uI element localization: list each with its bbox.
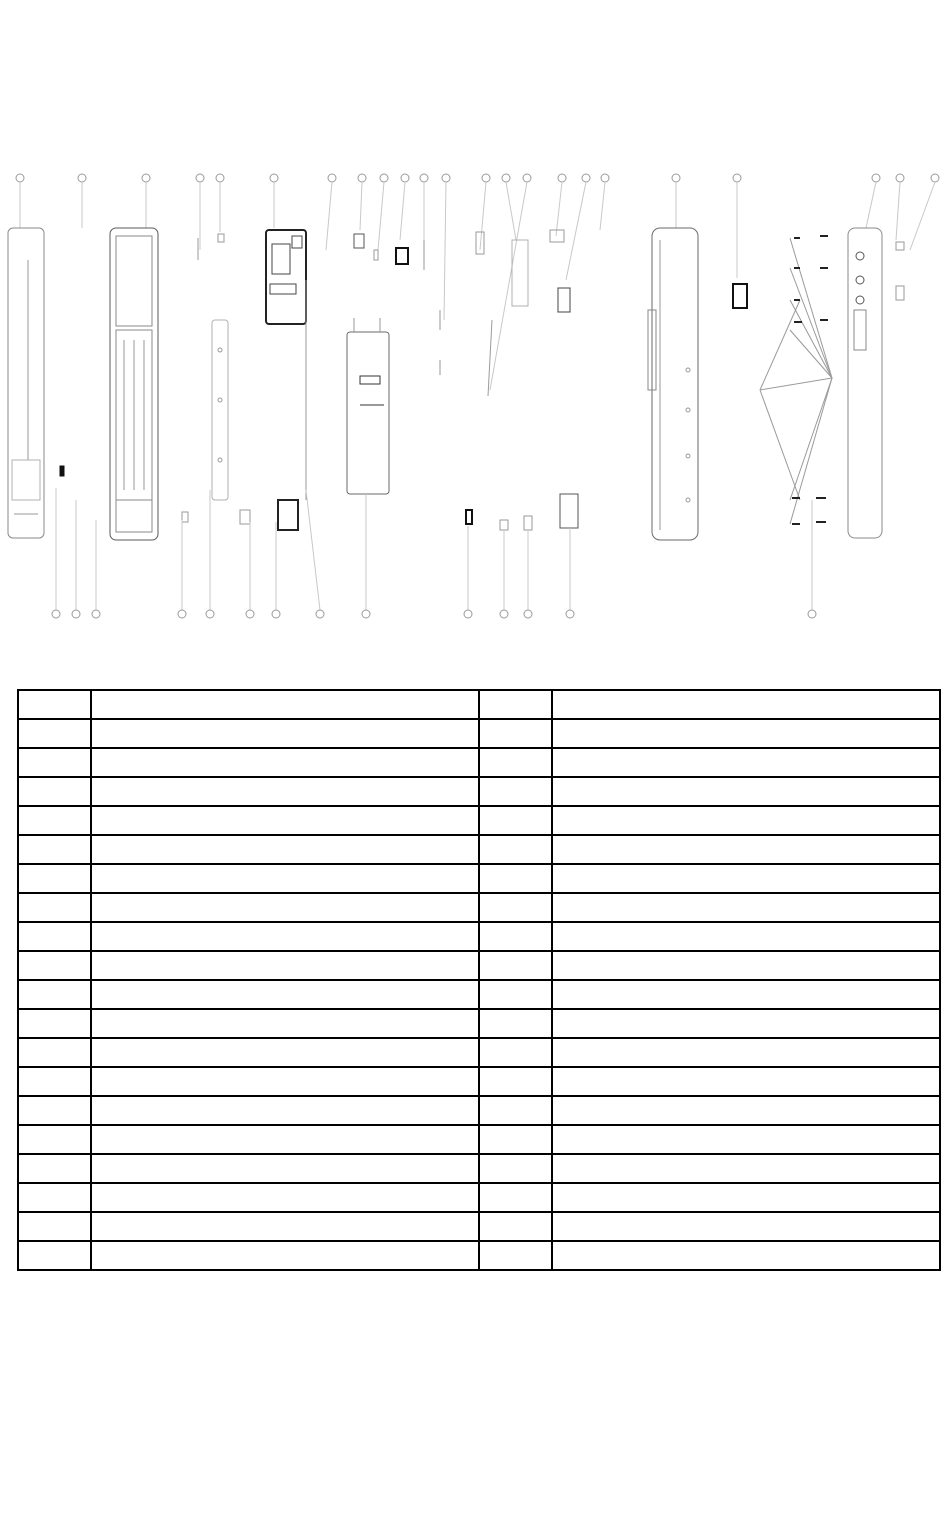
part-number-cell <box>18 1067 91 1096</box>
part-number-cell <box>479 806 552 835</box>
table-row <box>18 835 940 864</box>
part-description-cell <box>91 922 479 951</box>
part-number-cell <box>18 777 91 806</box>
part-screw-set <box>760 236 832 524</box>
part-description-cell <box>552 864 940 893</box>
part-description-cell <box>91 1038 479 1067</box>
part-number-cell <box>18 1212 91 1241</box>
table-row <box>18 1038 940 1067</box>
part-number-cell <box>18 1183 91 1212</box>
part-number-cell <box>18 835 91 864</box>
callout-markers-top <box>16 174 939 182</box>
part-number-cell <box>18 864 91 893</box>
table-row <box>18 893 940 922</box>
part-clips-and-springs <box>440 230 578 530</box>
part-description-cell <box>552 1096 940 1125</box>
table-row <box>18 864 940 893</box>
part-number-cell <box>18 1125 91 1154</box>
part-description-cell <box>552 893 940 922</box>
part-description-cell <box>552 1125 940 1154</box>
part-description-cell <box>552 1154 940 1183</box>
part-number-cell <box>479 690 552 719</box>
part-number-cell <box>18 806 91 835</box>
part-description-cell <box>91 777 479 806</box>
small-dark-part <box>60 466 64 476</box>
part-description-cell <box>552 980 940 1009</box>
part-description-cell <box>91 806 479 835</box>
part-number-cell <box>479 748 552 777</box>
parts-list-table <box>17 689 941 1271</box>
part-number-cell <box>479 835 552 864</box>
part-description-cell <box>91 980 479 1009</box>
part-number-cell <box>479 1009 552 1038</box>
table-row <box>18 1125 940 1154</box>
callout-markers-bottom <box>52 610 816 618</box>
part-number-cell <box>479 777 552 806</box>
table-row <box>18 1154 940 1183</box>
part-description-cell <box>91 1212 479 1241</box>
exploded-view-diagram <box>0 160 950 630</box>
table-row <box>18 748 940 777</box>
part-number-cell <box>18 1241 91 1270</box>
part-number-cell <box>479 1067 552 1096</box>
part-description-cell <box>91 1183 479 1212</box>
part-rear-housing <box>648 228 698 540</box>
part-number-cell <box>479 1183 552 1212</box>
part-description-cell <box>552 951 940 980</box>
part-description-cell <box>91 1241 479 1270</box>
part-main-frame <box>110 228 158 540</box>
part-number-cell <box>18 719 91 748</box>
part-number-cell <box>479 864 552 893</box>
part-description-cell <box>552 690 940 719</box>
part-description-cell <box>552 777 940 806</box>
part-number-cell <box>479 1212 552 1241</box>
part-description-cell <box>552 1038 940 1067</box>
table-row <box>18 1067 940 1096</box>
part-description-cell <box>552 1009 940 1038</box>
part-description-cell <box>91 1009 479 1038</box>
part-number-cell <box>18 690 91 719</box>
part-description-cell <box>91 719 479 748</box>
table-row <box>18 1241 940 1270</box>
part-number-cell <box>479 1038 552 1067</box>
part-description-cell <box>91 835 479 864</box>
part-description-cell <box>552 835 940 864</box>
part-battery <box>347 318 389 494</box>
part-description-cell <box>91 864 479 893</box>
leader-lines-top <box>20 182 935 390</box>
part-number-cell <box>479 1125 552 1154</box>
part-number-cell <box>479 893 552 922</box>
part-number-cell <box>18 893 91 922</box>
part-number-cell <box>479 951 552 980</box>
table-row <box>18 1212 940 1241</box>
table-row <box>18 777 940 806</box>
part-front-cover <box>8 228 44 538</box>
part-number-cell <box>18 922 91 951</box>
leader-lines-bottom <box>56 488 812 610</box>
table-row <box>18 980 940 1009</box>
table-row <box>18 1096 940 1125</box>
part-description-cell <box>552 922 940 951</box>
part-number-cell <box>18 1096 91 1125</box>
part-label <box>733 284 747 308</box>
part-side-cover <box>848 228 904 538</box>
table-row <box>18 719 940 748</box>
part-description-cell <box>552 806 940 835</box>
part-description-cell <box>552 719 940 748</box>
table-row <box>18 922 940 951</box>
part-number-cell <box>479 922 552 951</box>
part-number-cell <box>479 1096 552 1125</box>
part-number-cell <box>18 1009 91 1038</box>
part-description-cell <box>552 748 940 777</box>
part-description-cell <box>552 1212 940 1241</box>
part-description-cell <box>552 1067 940 1096</box>
part-description-cell <box>91 1067 479 1096</box>
part-circuit-board <box>266 230 306 530</box>
part-description-cell <box>552 1241 940 1270</box>
part-description-cell <box>552 1183 940 1212</box>
part-description-cell <box>91 748 479 777</box>
table-row <box>18 951 940 980</box>
part-number-cell <box>18 980 91 1009</box>
part-description-cell <box>91 1154 479 1183</box>
part-number-cell <box>18 1154 91 1183</box>
table-row <box>18 1183 940 1212</box>
table-row <box>18 806 940 835</box>
part-number-cell <box>479 980 552 1009</box>
part-description-cell <box>91 893 479 922</box>
part-number-cell <box>479 719 552 748</box>
part-description-cell <box>91 690 479 719</box>
part-description-cell <box>91 1125 479 1154</box>
part-number-cell <box>479 1154 552 1183</box>
table-row <box>18 690 940 719</box>
table-row <box>18 1009 940 1038</box>
part-number-cell <box>18 748 91 777</box>
part-description-cell <box>91 951 479 980</box>
part-description-cell <box>91 1096 479 1125</box>
part-number-cell <box>18 1038 91 1067</box>
part-number-cell <box>18 951 91 980</box>
part-number-cell <box>479 1241 552 1270</box>
part-connectors <box>354 234 424 270</box>
part-small-components <box>182 234 250 524</box>
